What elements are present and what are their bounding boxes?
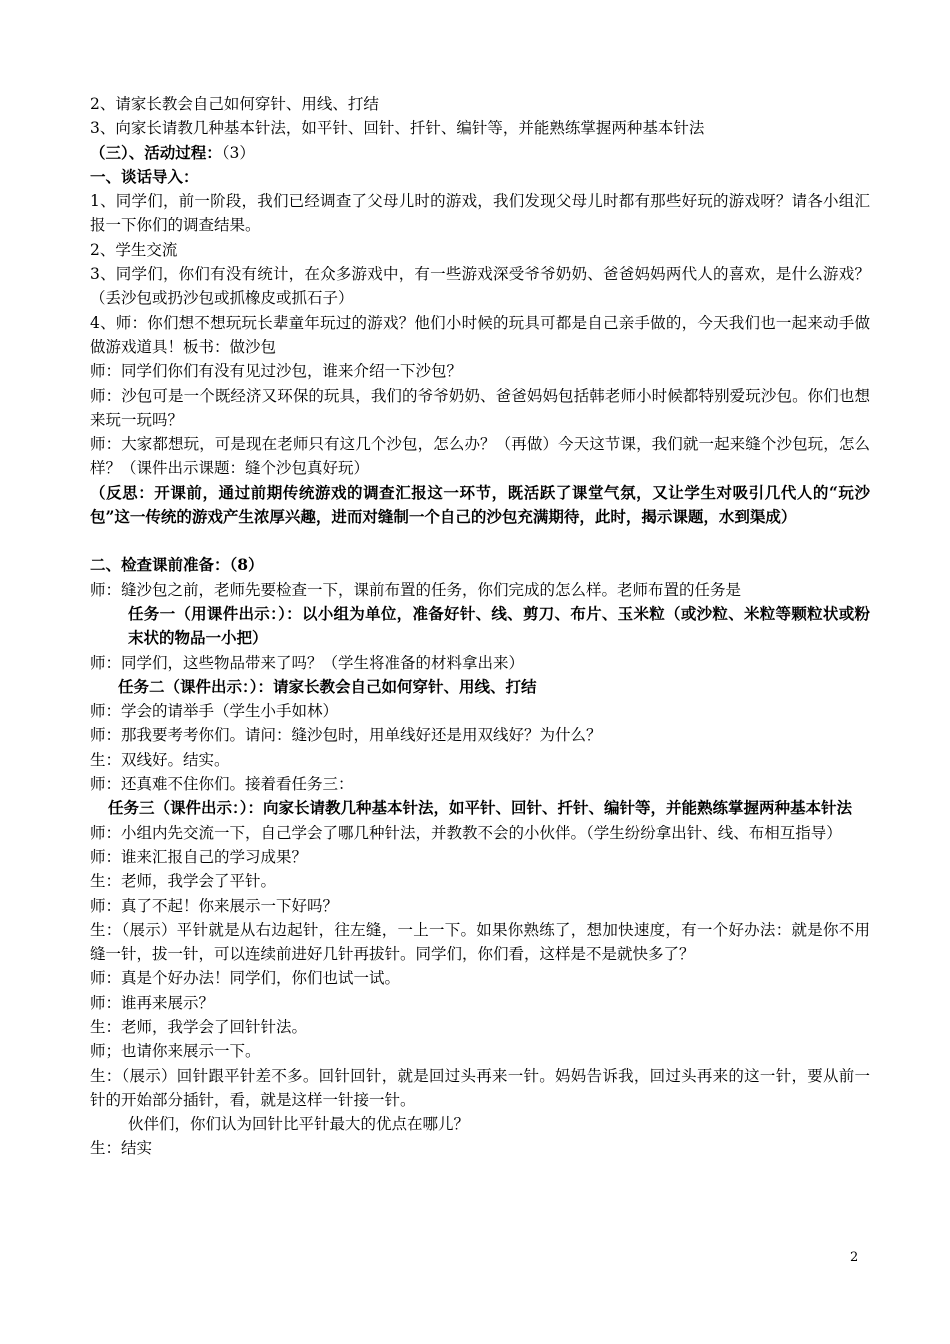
paragraph: 生：老师，我学会了回针针法。 [90, 1017, 308, 1036]
paragraph: 生：结实 [90, 1139, 153, 1158]
document-page [90, 92, 870, 1161]
paragraph: 3、向家长请教几种基本针法，如平针、回针、扦针、编针等，并能熟练掌握两种基本针法 [90, 119, 705, 138]
paragraph: 师：谁来汇报自己的学习成果？ [90, 847, 308, 866]
reflection-note: （反思：开课前，通过前期传统游戏的调查汇报这一环节，既活跃了课堂气氛，又让学生对吸引几代人的“玩沙包”这一传统的游戏产生浓厚兴趣，进而对缝制一个自己的沙包充满期待，此时，揭示课题，水到渠成） [90, 482, 870, 527]
paragraph: 4、师：你们想不想玩玩长辈童年玩过的游戏？他们小时候的玩具可都是自己亲手做的，今天我们也一起来动手做做游戏道具！板书：做沙包 [90, 313, 870, 356]
section-heading: 二、检查课前准备：（8） [90, 555, 264, 575]
paragraph: 生：双线好。结实。 [90, 750, 230, 769]
blank-line [90, 529, 870, 553]
section-heading: 一、谈话导入： [90, 166, 199, 186]
paragraph: 师：学会的请举手（学生小手如林） [90, 702, 339, 721]
paragraph: 伙伴们，你们认为回针比平针最大的优点在哪儿？ [128, 1115, 470, 1134]
paragraph: 师：同学们你们有没有见过沙包，谁来介绍一下沙包？ [90, 362, 463, 381]
paragraph: 生：老师，我学会了平针。 [90, 872, 277, 891]
paragraph: 1、同学们，前一阶段，我们已经调查了父母儿时的游戏，我们发现父母儿时都有那些好玩的游戏呀？请各小组汇报一下你们的调查结果。 [90, 192, 870, 235]
paragraph: 师：真了不起！你来展示一下好吗？ [90, 896, 339, 915]
page-number: 2 [850, 1250, 859, 1265]
paragraph: 师：还真难不住你们。接着看任务三： [90, 775, 354, 794]
task-two: 任务二（课件出示：）：请家长教会自己如何穿针、用线、打结 [118, 676, 537, 696]
paragraph: 师：小组内先交流一下，自己学会了哪几种针法，并教教不会的小伙伴。（学生纷纷拿出针、线、布相互指导） [90, 823, 842, 842]
paragraph: 师；也请你来展示一下。 [90, 1042, 261, 1061]
paragraph: 师：同学们，这些物品带来了吗？（学生将准备的材料拿出来） [90, 653, 525, 672]
task-three: 任务三（课件出示：）：向家长请教几种基本针法，如平针、回针、扦针、编针等，并能熟练掌握两种基本针法 [108, 798, 853, 818]
heading-text: （三）、活动过程： [90, 142, 222, 162]
paragraph: 师：沙包可是一个既经济又环保的玩具，我们的爷爷奶奶、爸爸妈妈包括韩老师小时候都特别爱玩沙包。你们也想来玩一玩吗？ [90, 386, 870, 429]
paragraph: 生：（展示）回针跟平针差不多。回针回针，就是回过头再来一针。妈妈告诉我，回过头再来的这一针，要从前一针的开始部分插针，看，就是这样一针接一针。 [90, 1066, 870, 1109]
paragraph: 2、请家长教会自己如何穿针、用线、打结 [90, 95, 379, 113]
task-one: 任务一（用课件出示：）：以小组为单位，准备好针、线、剪刀、布片、玉米粒（或沙粒、米粒等颗粒状或粉末状的物品一小把） [128, 603, 870, 648]
paragraph: 师：谁再来展示？ [90, 993, 215, 1012]
paragraph: 师：那我要考考你们。请问：缝沙包时，用单线好还是用双线好？为什么？ [90, 726, 602, 745]
paragraph: 2、学生交流 [90, 240, 178, 259]
time-note: （3） [221, 143, 255, 162]
paragraph: 师：真是个好办法！同学们，你们也试一试。 [90, 969, 401, 988]
paragraph: 师：缝沙包之前，老师先要检查一下，课前布置的任务，你们完成的怎么样。老师布置的任务是 [90, 580, 742, 599]
paragraph: 3、同学们，你们有没有统计，在众多游戏中，有一些游戏深受爷爷奶奶、爸爸妈妈两代人的喜欢，是什么游戏？（丢沙包或扔沙包或抓橡皮或抓石子） [90, 265, 870, 308]
section-heading [90, 141, 870, 165]
paragraph: 生：（展示）平针就是从右边起针，往左缝，一上一下。如果你熟练了，想加快速度，有一个好办法：就是你不用缝一针，拔一针，可以连续前进好几针再拔针。同学们，你们看，这样是不是就快多了？ [90, 920, 870, 964]
paragraph: 师：大家都想玩，可是现在老师只有这几个沙包，怎么办？（再做）今天这节课，我们就一起来缝个沙包玩，怎么样？（课件出示课题：缝个沙包真好玩） [90, 435, 870, 478]
